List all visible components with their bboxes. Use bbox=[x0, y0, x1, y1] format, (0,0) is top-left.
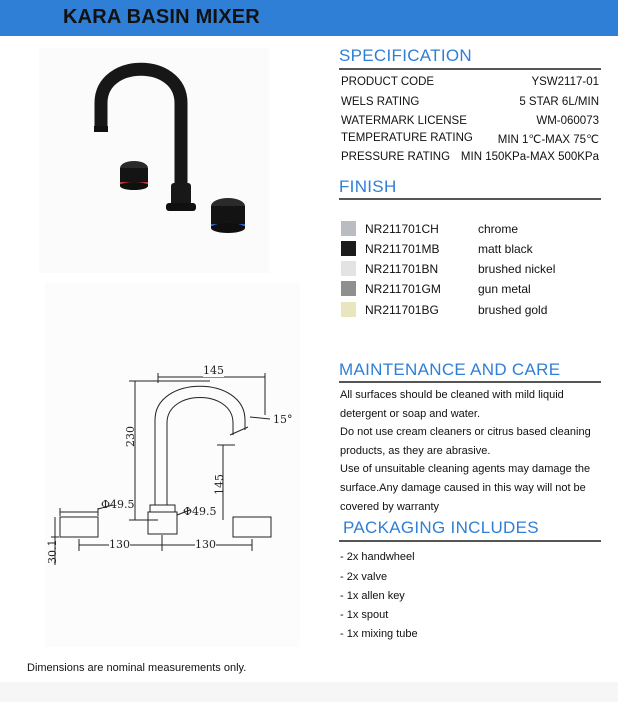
maintenance-text bbox=[340, 386, 610, 516]
maintenance-line: Use of unsuitable cleaning agents may damage the bbox=[340, 463, 591, 476]
finish-code: NR211701BN bbox=[365, 262, 439, 276]
spec-label: WATERMARK LICENSE bbox=[341, 115, 467, 127]
spec-row bbox=[341, 132, 599, 146]
dim-angle-label: 15° bbox=[273, 413, 293, 426]
swatch-brushed-gold bbox=[341, 302, 356, 317]
maintenance-line: covered by warranty bbox=[340, 500, 440, 513]
packaging-item: - 2x handwheel bbox=[340, 551, 415, 563]
finish-name: gun metal bbox=[478, 282, 531, 296]
dim-top-label: 145 bbox=[203, 364, 224, 377]
maintenance-rule bbox=[339, 381, 601, 383]
spec-label: PRODUCT CODE bbox=[341, 76, 435, 88]
packaging-item: - 1x allen key bbox=[340, 590, 405, 602]
finish-name: chrome bbox=[478, 222, 519, 236]
spec-heading: SPECIFICATION bbox=[339, 46, 472, 65]
packaging-rule bbox=[339, 540, 601, 542]
finish-code: NR211701MB bbox=[365, 242, 440, 256]
finish-code: NR211701GM bbox=[365, 282, 441, 296]
spec-value: WM-060073 bbox=[536, 115, 599, 127]
spec-value: YSW2117-01 bbox=[531, 76, 599, 88]
finish-name: brushed nickel bbox=[478, 262, 556, 276]
finish-code: NR211701BG bbox=[365, 303, 439, 317]
swatch-brushed-nickel bbox=[341, 261, 356, 276]
swatch-chrome bbox=[341, 221, 356, 236]
bottom-band bbox=[0, 682, 618, 702]
finish-name: matt black bbox=[478, 242, 533, 256]
faucet-illustration bbox=[39, 48, 269, 273]
spec-value: MIN 150KPa-MAX 500KPa bbox=[460, 151, 599, 163]
dim-dia-left-label: Φ49.5 bbox=[101, 498, 135, 511]
spec-label: TEMPERATURE RATING bbox=[341, 132, 473, 144]
packaging-item: - 2x valve bbox=[340, 571, 388, 583]
packaging-item: - 1x mixing tube bbox=[340, 628, 418, 640]
maintenance-line: surface.Any damage caused in this way will not be bbox=[340, 481, 586, 494]
footnote: Dimensions are nominal measurements only. bbox=[27, 662, 247, 674]
spec-row bbox=[341, 115, 599, 127]
finish-code: NR211701CH bbox=[365, 222, 439, 236]
dim-dia-center-label: Φ49.5 bbox=[183, 505, 217, 518]
spec-label: PRESSURE RATING bbox=[341, 151, 451, 163]
spec-rule bbox=[339, 68, 601, 70]
drawing-labels bbox=[45, 355, 300, 580]
maintenance-line: products, as they are abrasive. bbox=[340, 444, 491, 457]
swatch-gun-metal bbox=[341, 281, 356, 296]
title-bar bbox=[0, 0, 618, 36]
spec-value: MIN 1℃-MAX 75℃ bbox=[497, 134, 599, 146]
dim-height-label: 230 bbox=[124, 426, 137, 447]
spec-row bbox=[341, 151, 599, 163]
spec-row bbox=[341, 76, 599, 88]
finish-name: brushed gold bbox=[478, 303, 548, 317]
dim-right-label: 130 bbox=[195, 538, 216, 551]
finish-rule bbox=[339, 198, 601, 200]
packaging-heading: PACKAGING INCLUDES bbox=[343, 518, 539, 537]
maintenance-line: All surfaces should be cleaned with mild liquid bbox=[340, 389, 564, 401]
dim-spout-label: 145 bbox=[213, 474, 226, 495]
maintenance-line: Do not use cream cleaners or citrus based cleaning bbox=[340, 426, 591, 439]
maintenance-heading: MAINTENANCE AND CARE bbox=[339, 360, 561, 379]
spec-row bbox=[341, 96, 599, 108]
swatch-matt-black bbox=[341, 241, 356, 256]
finish-heading: FINISH bbox=[339, 177, 397, 196]
spec-label: WELS RATING bbox=[341, 96, 420, 108]
dim-left-label: 130 bbox=[109, 538, 130, 551]
maintenance-line: detergent or soap and water. bbox=[340, 407, 481, 420]
dim-base-label: 30.1 bbox=[46, 539, 59, 564]
product-photo bbox=[39, 48, 269, 273]
packaging-item: - 1x spout bbox=[340, 609, 389, 621]
spec-value: 5 STAR 6L/MIN bbox=[519, 96, 599, 108]
page-title: KARA BASIN MIXER bbox=[63, 6, 260, 28]
